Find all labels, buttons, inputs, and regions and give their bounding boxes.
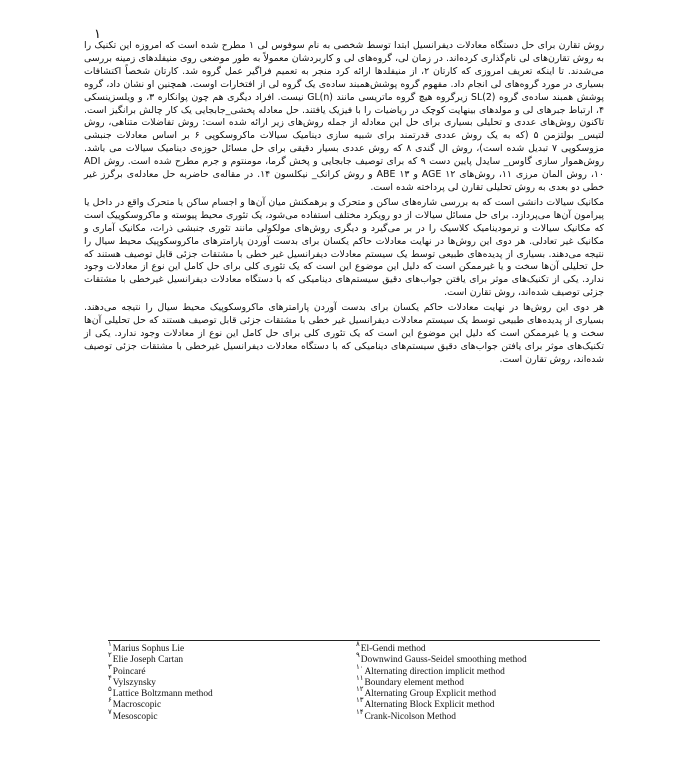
footnotes-right-column [356,640,596,723]
footnote-text: Elie Joseph Cartan [112,655,184,666]
footnote-item [356,673,596,689]
footnote-number: ۱۰ [356,662,364,671]
footnote-item [108,662,348,678]
page-number: ۱ [94,26,101,41]
footnotes-left-column [108,640,348,723]
footnote-number: ۲ [108,651,112,660]
footnote-number: ۴ [108,673,112,682]
footnote-text: Crank-Nicolson Method [364,711,456,722]
footnote-number: ۶ [108,696,112,705]
footnote-item [356,685,596,700]
footnote-item [108,685,348,700]
footnotes [108,640,600,723]
footnote-item [108,673,348,689]
footnote-number: ۷ [108,707,112,716]
footnote-number: ۱۳ [356,696,364,705]
paragraph-summary: هر دوی این روش‌ها در نهایت معادلات حاکم یکسان برای بدست آوردن پارامترهای ماکروسکوپیک محیط سیال را نتیجه می‌دهند. بسیاری از پدیده‌های طبیعی توسط یک سیستم معادلات دیفرانسیل غیر خطی با مشتقات جزئی قابل توصیف هستند که حل تحلیلی آن‌ها سخت و یا غیرممکن است که دلیل این موضوع این است که یک تئوری کلی برای حل کامل این نوع از معادلات وجود ندارد. یکی از تکنیک‌های موثر برای یافتن جواب‌های دقیق سیستم‌های دینامیکی که با دستگاه معادلات دیفرانسیل غیرخطی با مشتقات جزئی توصیف شده‌اند، روش تقارن است. [84,302,604,365]
footnote-text: Alternating Block Explicit method [364,700,495,711]
footnote-number: ۳ [108,662,112,671]
footnote-item [108,640,348,655]
footnote-text: El-Gendi method [360,644,426,654]
body-text [84,40,604,369]
footnote-text: Vylszynsky [112,677,156,688]
footnote-number: ۸ [356,640,360,648]
footnote-item [356,662,596,678]
footnote-text: Downwind Gauss-Seidel smoothing method [360,655,527,666]
footnote-item [356,640,596,655]
footnote-item [108,707,348,723]
footnote-number: ۹ [356,651,360,660]
footnote-item [356,707,596,723]
footnote-text: Mesoscopic [112,711,158,722]
footnote-number: ۵ [108,685,112,694]
footnote-item [356,696,596,711]
footnote-item [108,696,348,711]
footnote-text: Lattice Boltzmann method [112,689,213,700]
footnote-text: Marius Sophus Lie [112,644,185,654]
footnote-divider [108,640,600,641]
footnote-item [356,651,596,666]
footnote-text: Poincaré [112,666,146,677]
footnote-item [108,651,348,666]
paragraph-fluid-mechanics: مکانیک سیالات دانشی است که به بررسی شاره‌های ساکن و متحرک و برهمکنش میان آن‌ها و اجسام ساکن یا متحرک واقع در داخل یا پیرامون آن‌ها می‌پردازد. برای حل مسائل سیالات از دو رویکرد مختلف استفاده می‌شود، یک تئوری محیط پیوسته و ماکروسکوپیک است که مکانیک سیالات و ترمودینامیک کلاسیک را در بر می‌گیرد و دیگری روش‌های مولکولی مانند تئوری جنبشی ذرات، مکانیک آماری و مکانیک غیر تعادلی. هر دوی این روش‌ها در نهایت معادلات حاکم یکسان برای بدست آوردن پارامترهای ماکروسکوپیک محیط سیال را نتیجه می‌دهند. بسیاری از پدیده‌های طبیعی توسط یک سیستم معادلات دیفرانسیل غیر خطی با مشتقات جزئی قابل توصیف هستند که حل تحلیلی آن‌ها سخت و یا غیرممکن است که دلیل این موضوع این است که یک تئوری کلی برای حل کامل این نوع از معادلات وجود ندارد. یکی از تکنیک‌های موثر برای یافتن جواب‌های دقیق سیستم‌های دینامیکی که با دستگاه معادلات دیفرانسیل غیرخطی با مشتقات جزئی توصیف شده‌اند، روش تقارن است. [84,196,604,299]
footnote-text: Macroscopic [112,700,162,711]
footnote-number: ۱۲ [356,685,364,694]
footnote-number: ۱ [108,640,112,648]
footnote-text: Alternating Group Explicit method [364,689,497,700]
paragraph-intro: روش تقارن برای حل دستگاه معادلات دیفرانسیل ابتدا توسط شخصی به نام سوفوس لی ۱ مطرح شده است که امروزه این تکنیک را به روش تقارن‌های لی نام‌گذاری کرده‌اند. در زمان لی، گروه‌های لی و کاربردشان معمولاً به طور موضعی روی منیفلدهای زمینه بررسی می‌شدند. تا اینکه تعریف امروزی که کارتان ۲، از منیفلدها ارائه کرد منجر به تعمیم فراگیر عمل گروه شد. کارتان شخصاً اکتشافات بسیاری در مورد گروه‌های لی انجام داد. مفهوم گروه پوشش‌همبند ساده‌ی یک گروه لی از افتخارات اوست. همچنین او نشان داد، گروه پوشش همبند ساده‌ی گروه SL(2) زیرگروه هیچ گروه ماتریسی مانند GL(n) نیست. افراد دیگری هم چون پوانکاره ۳، و ویلسزینسکی ۴، ارتباط جبرهای لی و مولدهای بینهایت کوچک در ریاضیات را با فیزیک یافتند. حل معادله پخشی_جابجایی یک کار چالش برانگیز است. تاکنون روش‌های عددی و تحلیلی بسیاری برای حل این معادله از جمله روش‌های زیر ارائه شده است: روش تفاضلات متناهی، روش لتیس_ بولتزمن ۵ (که به یک روش عددی قدرتمند برای شبیه سازی دینامیک سیالات ماکروسکوپی ۶ بر اساس معادلات جنبشی مزوسکوپی ۷ تبدیل شده است)، روش ال گندی ۸ که روش عددی بسیار دقیقی برای حل مسائل حوزه‌ی دینامیک سیالات می باشد. روش‌هموار سازی گاوس_ سایدل پایین دست ۹ که برای توصیف جابجایی و پخش گرما، مومنتوم و جرم مطرح شده است. روش ADI ۱۰، روش المان مرزی ۱۱، روش‌های AGE ۱۲ و ABE ۱۳ و روش کرانک_ نیکلسون ۱۴. در مقاله‌ی حاضربه حل معادله‌ی برگرز غیر خطی دو بعدی به روش تحلیلی تقارن لی پرداخته شده است. [84,40,604,193]
footnote-text: Alternating direction implicit method [364,666,505,677]
footnote-number: ۱۱ [356,673,364,682]
footnote-text: Boundary element method [364,677,464,688]
footnote-number: ۱۴ [356,707,364,716]
